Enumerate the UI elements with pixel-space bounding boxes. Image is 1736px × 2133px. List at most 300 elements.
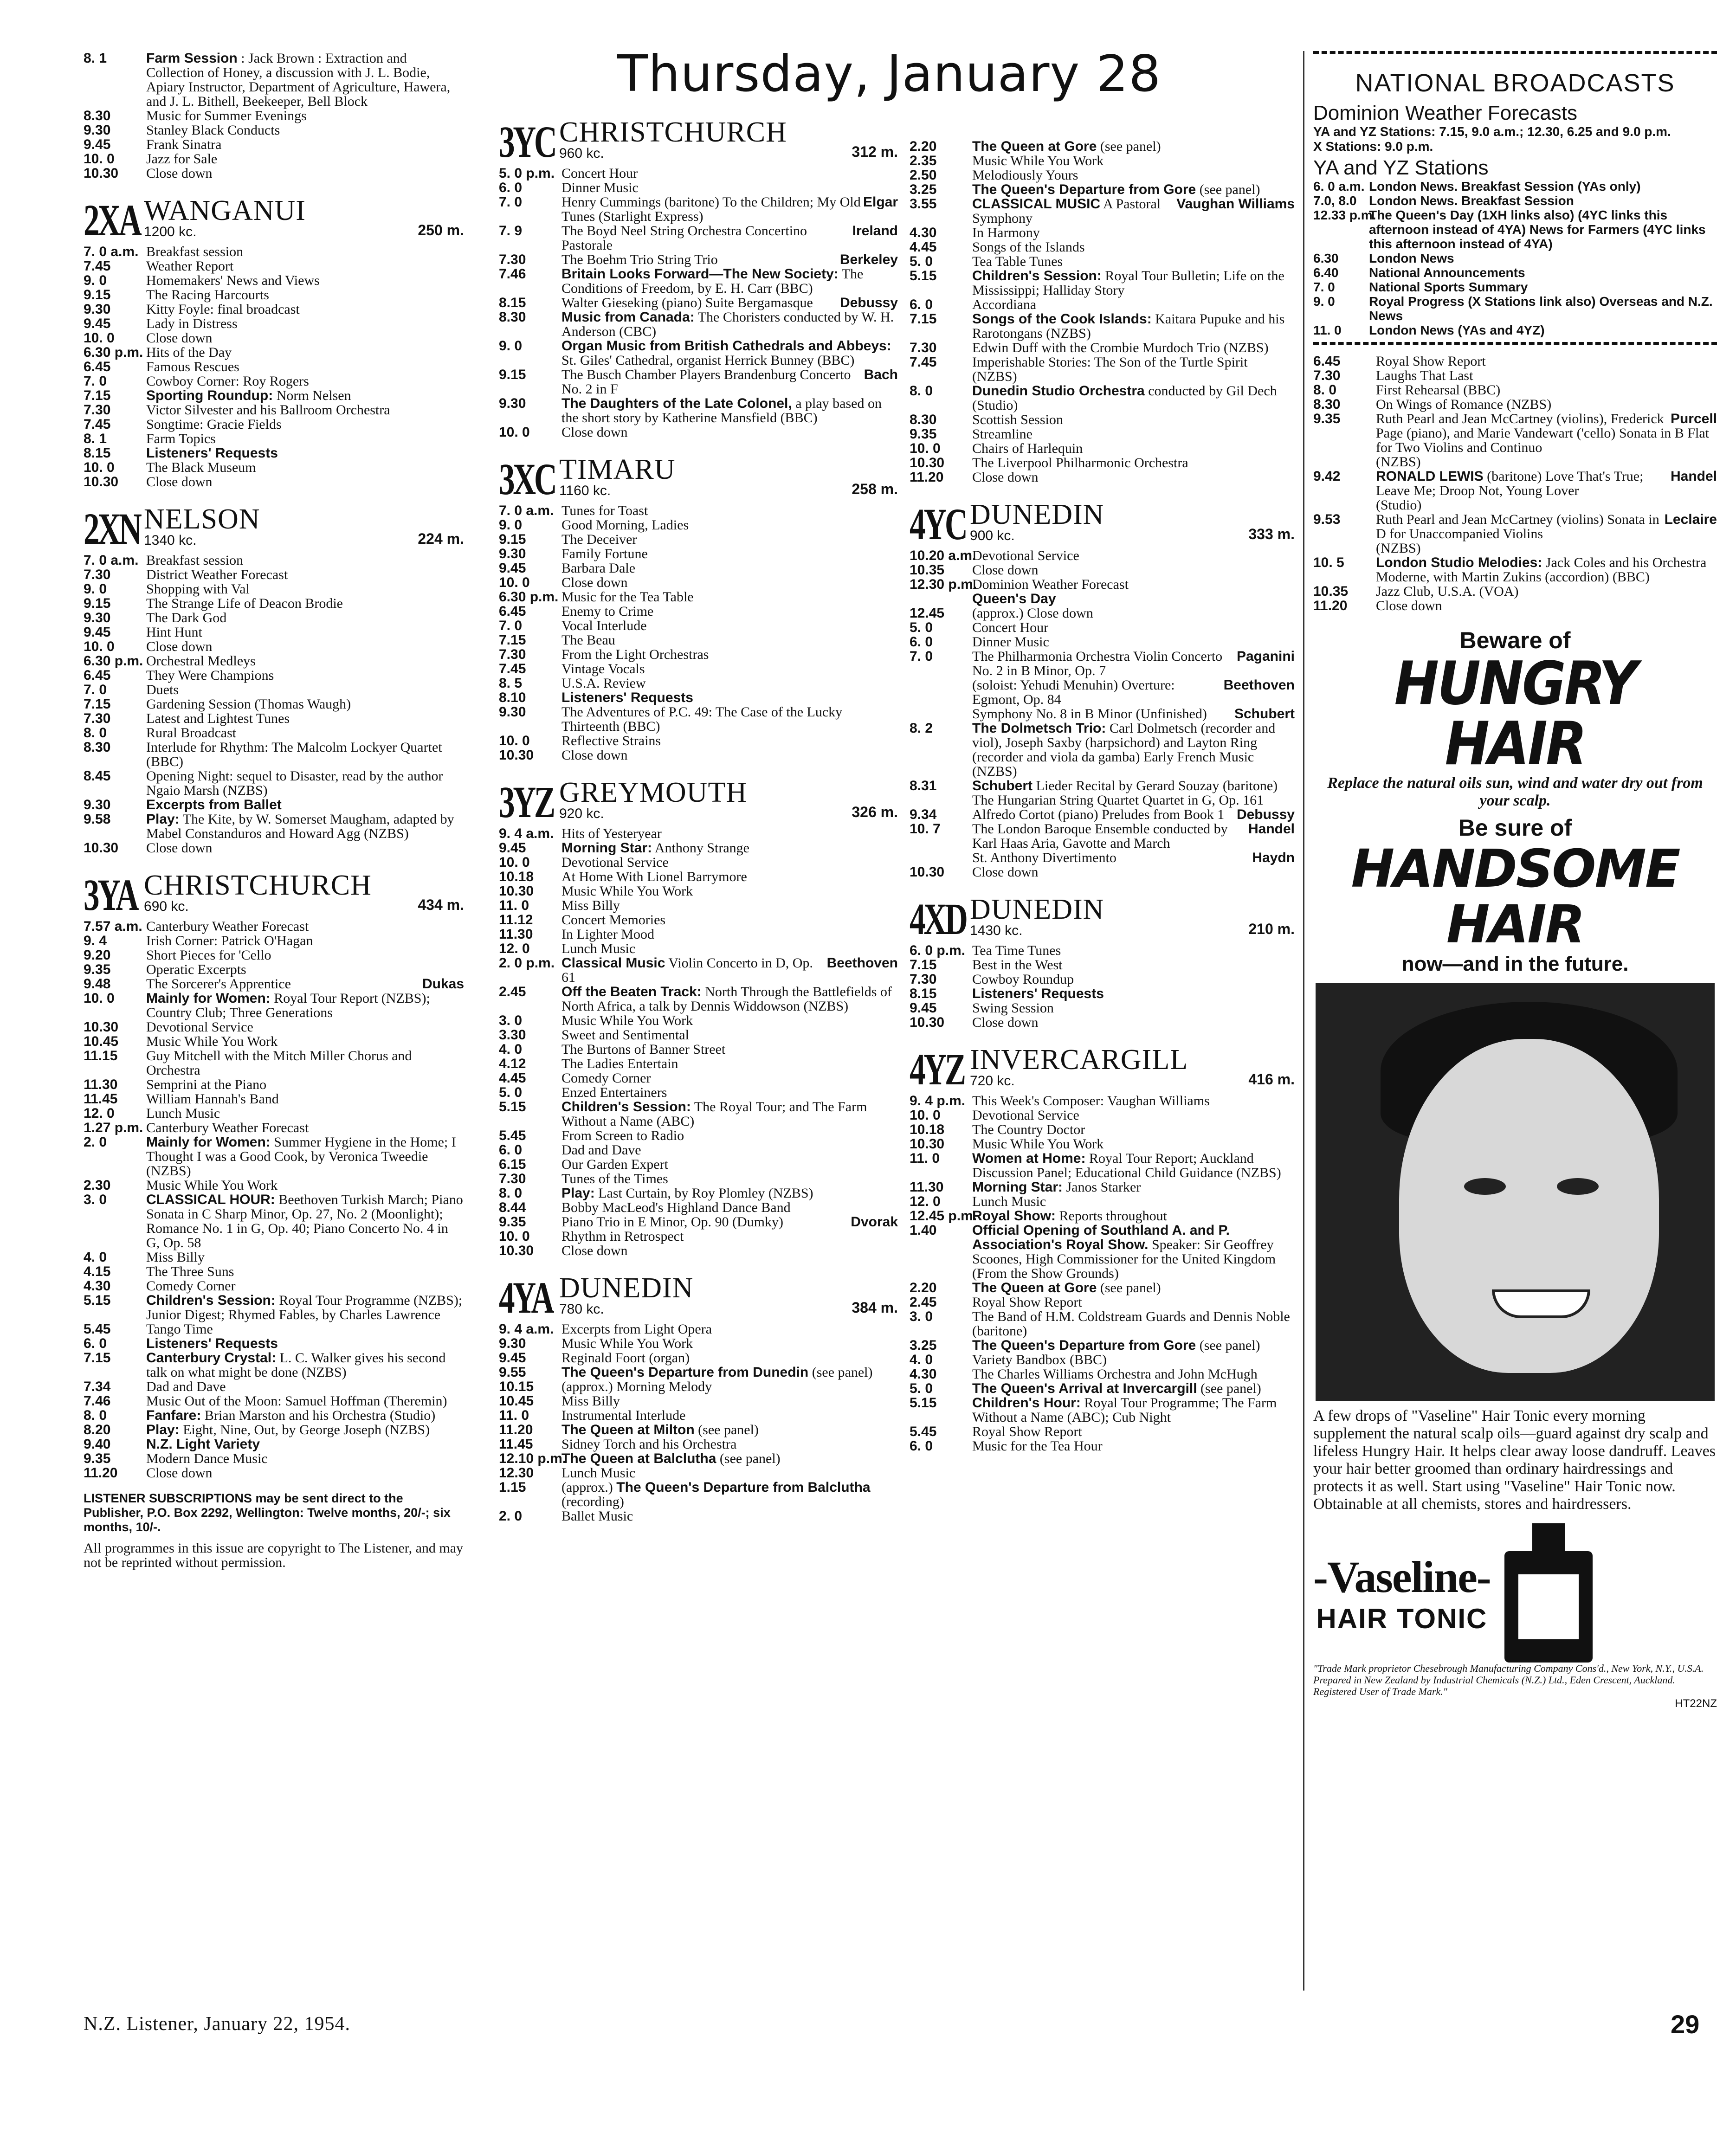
- program-entry: [84, 1092, 464, 1106]
- program-time: 8.30: [910, 412, 937, 427]
- program-time: 7. 0: [1313, 280, 1335, 294]
- program-text: [561, 396, 898, 425]
- program-entry: [910, 441, 1295, 456]
- composer: Purcell: [1670, 411, 1717, 426]
- program-entry: [84, 1322, 464, 1336]
- program-heading: Women at Home:: [972, 1151, 1086, 1166]
- program-entry: [499, 604, 898, 619]
- program-text: [561, 518, 898, 532]
- program-text: [972, 548, 1295, 563]
- station-header: [499, 454, 898, 504]
- program-time: 1.40: [910, 1223, 937, 1238]
- program-text: [972, 577, 1295, 592]
- program-entry: [84, 1034, 464, 1049]
- program-text: [972, 139, 1295, 154]
- program-text: [561, 1451, 898, 1466]
- program-text: [972, 635, 1295, 649]
- program-entry: [499, 705, 898, 734]
- station-call-sign: 3XC: [499, 454, 555, 504]
- program-time: 6.30 p.m.: [84, 653, 143, 669]
- program-desc: Royal Tour Report (NZBS); Country Club; Three Generations: [146, 991, 430, 1020]
- program-entry: [1313, 541, 1717, 555]
- composer: Beethoven: [1223, 677, 1295, 693]
- program-entry: [910, 139, 1295, 154]
- program-time: 11.30: [84, 1077, 118, 1092]
- station-wavelength: 210 m.: [1248, 921, 1295, 937]
- program-entry: [499, 1480, 898, 1509]
- program-entry: [84, 977, 464, 991]
- program-desc: Stanley Black Conducts: [146, 122, 280, 138]
- program-time: [910, 678, 972, 707]
- program-time: 8.15: [84, 445, 111, 461]
- program-desc: The Sorcerer's Apprentice: [146, 976, 291, 992]
- program-text: [146, 316, 464, 331]
- program-time: 9.45: [84, 625, 111, 640]
- program-desc: On Wings of Romance (NZBS): [1376, 397, 1552, 412]
- program-desc: Miss Billy: [146, 1250, 205, 1265]
- program-text: [972, 1424, 1295, 1439]
- program-entry: [1313, 584, 1717, 599]
- program-heading: Play:: [146, 1422, 180, 1437]
- program-desc: Devotional Service: [561, 855, 669, 870]
- program-time: 9.30: [84, 610, 111, 625]
- program-entry: [499, 166, 898, 180]
- program-time: 9.30: [499, 396, 526, 411]
- program-text: [561, 898, 898, 913]
- program-desc: Norm Nelsen: [276, 388, 351, 403]
- program-time: 6.40: [1313, 265, 1339, 280]
- program-desc: In Harmony: [972, 225, 1040, 240]
- program-time: 7.30: [1313, 368, 1341, 383]
- program-desc: Breakfast session: [146, 553, 244, 568]
- program-entry: [910, 226, 1295, 240]
- program-time: 5.45: [910, 1424, 937, 1439]
- program-desc: Short Pieces for 'Cello: [146, 947, 271, 963]
- program-entry: [910, 943, 1295, 958]
- program-entry: [84, 316, 464, 331]
- program-text: [146, 919, 464, 934]
- program-heading: Organ Music from British Cathedrals and Abbeys:: [561, 338, 891, 354]
- program-text: [972, 269, 1295, 297]
- program-time: 7.30: [499, 1171, 526, 1186]
- program-desc: Close down: [146, 1465, 213, 1481]
- program-time: 7.45: [84, 258, 111, 274]
- program-time: 6. 0: [499, 180, 523, 195]
- program-text: [561, 1128, 898, 1143]
- program-desc: Dominion Weather Forecast: [972, 577, 1129, 592]
- program-entry: [910, 1309, 1295, 1338]
- program-text: [972, 1122, 1295, 1137]
- program-time: 11.15: [84, 1048, 118, 1063]
- program-time: 9. 0: [1313, 294, 1335, 309]
- program-entry: [499, 367, 898, 396]
- program-time: 11. 0: [499, 898, 529, 913]
- program-text: [1376, 383, 1717, 397]
- program-time: 9.45: [499, 1350, 526, 1366]
- program-entry: [499, 941, 898, 956]
- program-desc: Tunes of the Times: [561, 1171, 668, 1186]
- program-time: 2.35: [910, 153, 937, 168]
- program-text: [146, 137, 464, 152]
- program-entry: [84, 1106, 464, 1121]
- program-desc: (NZBS): [1376, 454, 1421, 470]
- program-time: 8. 0: [84, 1408, 107, 1423]
- program-entry: [84, 740, 464, 769]
- program-time: 5.15: [910, 1395, 937, 1411]
- program-heading: Music from Canada:: [561, 309, 695, 325]
- ad-now: now—and in the future.: [1401, 953, 1629, 975]
- station-header: [84, 195, 464, 245]
- program-text: [561, 748, 898, 762]
- program-text: [1376, 498, 1717, 512]
- program-time: [910, 793, 972, 807]
- program-desc: (see panel): [1200, 1381, 1261, 1396]
- program-entry: [84, 152, 464, 166]
- program-entry: [84, 726, 464, 740]
- ad-hungry-hair: HUNGRY HAIR: [1394, 649, 1636, 779]
- program-desc: Lunch Music: [561, 1465, 636, 1481]
- program-entry: [910, 456, 1295, 470]
- program-time: 9.15: [499, 367, 526, 382]
- program-text: [561, 633, 898, 647]
- program-entry: [84, 1423, 464, 1437]
- program-entry: [499, 1365, 898, 1379]
- program-time: 3.55: [910, 196, 937, 212]
- program-text: [972, 297, 1295, 312]
- station-wavelength: 250 m.: [418, 222, 464, 238]
- program-text: [146, 1451, 464, 1466]
- program-text: [146, 1092, 464, 1106]
- program-entry: [499, 180, 898, 195]
- program-desc: Music While You Work: [972, 153, 1104, 168]
- program-desc: The Dark God: [146, 610, 227, 625]
- photo-smile: [1492, 1289, 1590, 1318]
- station-3yc: [499, 116, 898, 440]
- program-entry: [910, 1424, 1295, 1439]
- program-text: [146, 345, 464, 360]
- program-text: [561, 604, 898, 619]
- program-heading: Listeners' Requests: [146, 445, 278, 461]
- program-time: 9.53: [1313, 512, 1341, 527]
- program-text: [146, 948, 464, 962]
- program-entry: [84, 137, 464, 152]
- program-entry: [84, 1394, 464, 1408]
- program-desc: Tea Time Tunes: [972, 943, 1061, 958]
- program-time: 10.18: [910, 1122, 945, 1137]
- program-text: [146, 1020, 464, 1034]
- program-text: [561, 1057, 898, 1071]
- program-time: 10.45: [499, 1393, 534, 1409]
- station-schedule: [910, 1094, 1295, 1453]
- program-desc: Farm Topics: [146, 431, 216, 446]
- program-time: 10. 0: [84, 330, 115, 346]
- program-time: 11. 0: [499, 1408, 529, 1423]
- program-entry: [910, 606, 1295, 620]
- ad-copy: A few drops of "Vaseline" Hair Tonic every morning supplement the natural scalp oils—guard against dry scalp and lifeless Hungry Hair. It helps clear away loose dandruff. Leaves your hair better groomed than ordinary hairdressings and protects it as well. Start using "Vaseline" Hair Tonic now. Obtainable at all chemists, stores and hairdressers.: [1313, 1407, 1716, 1513]
- station-wavelength: 333 m.: [1248, 526, 1295, 542]
- program-text: [561, 1071, 898, 1085]
- program-entry: [84, 962, 464, 977]
- program-entry: [910, 1367, 1295, 1381]
- program-entry: [1313, 555, 1717, 584]
- program-time: 10. 5: [1313, 555, 1344, 570]
- program-text: [146, 1049, 464, 1077]
- program-entry: [1313, 469, 1717, 498]
- program-text: [146, 683, 464, 697]
- program-entry: [499, 1071, 898, 1085]
- photo-eye: [1557, 1178, 1599, 1195]
- program-entry: [910, 297, 1295, 312]
- program-time: 7.30: [84, 402, 111, 418]
- program-entry: [910, 1353, 1295, 1367]
- program-entry: [910, 427, 1295, 441]
- program-entry: [1313, 383, 1717, 397]
- program-time: 7.15: [910, 311, 937, 327]
- program-time: 12.33 p.m.: [1313, 208, 1376, 222]
- program-desc: Lunch Music: [146, 1106, 220, 1121]
- program-entry: [499, 1042, 898, 1057]
- program-desc: a play based on the short story by Katherine Mansfield (BBC): [561, 396, 882, 425]
- program-desc: Operatic Excerpts: [146, 962, 246, 977]
- program-time: 3.25: [910, 1338, 937, 1353]
- program-text: [146, 1034, 464, 1049]
- program-desc: The Strange Life of Deacon Brodie: [146, 596, 343, 611]
- program-desc: Swing Session: [972, 1000, 1054, 1016]
- program-entry: [84, 798, 464, 812]
- program-entry: [84, 1451, 464, 1466]
- program-time: 8.20: [84, 1422, 111, 1437]
- program-time: 3. 0: [84, 1192, 107, 1207]
- station-call-sign: 4YC: [910, 499, 966, 549]
- program-desc: The Queen's Day (1XH links also) (4YC links this afternoon instead of 4YA) News for Farmers (4YC links this afternoon instead of 4YA): [1369, 208, 1706, 251]
- program-text: [1376, 455, 1717, 469]
- program-desc: The Busch Chamber Players Brandenburg Concerto No. 2 in F: [561, 367, 851, 397]
- program-desc: Enzed Entertainers: [561, 1085, 667, 1100]
- program-entry: [910, 412, 1295, 427]
- program-entry: [499, 1157, 898, 1172]
- program-time: 8. 0: [910, 383, 933, 399]
- program-text: [1376, 412, 1717, 455]
- station-call-sign: 2XN: [84, 504, 140, 554]
- program-text: [1376, 599, 1717, 613]
- program-desc: Music for Summer Evenings: [146, 108, 307, 123]
- program-entry: [499, 547, 898, 561]
- program-time: 10.30: [84, 1019, 119, 1035]
- program-desc: Ruth Pearl and Jean McCartney (violins) Sonata in D for Unaccompanied Violins: [1376, 512, 1659, 541]
- program-heading: The Queen's Departure from Dunedin: [561, 1365, 809, 1380]
- program-entry: [84, 654, 464, 668]
- program-entry: [84, 1466, 464, 1480]
- station-wavelength: 258 m.: [852, 481, 898, 497]
- program-entry: [910, 341, 1295, 355]
- program-desc: Henry Cummings (baritone) To the Children; My Old Tunes (Starlight Express): [561, 194, 861, 224]
- program-desc: The Racing Harcourts: [146, 287, 269, 303]
- program-desc: (baritone) Love That's True; Leave Me; Droop Not, Young Lover: [1376, 469, 1644, 498]
- program-time: 9.30: [499, 704, 526, 720]
- program-heading: Off the Beaten Track:: [561, 984, 702, 999]
- program-time: 9. 4 p.m.: [910, 1093, 966, 1108]
- program-text: [561, 1100, 898, 1128]
- program-entry: [910, 958, 1295, 972]
- program-entry: [499, 1408, 898, 1423]
- program-time: 11.30: [499, 927, 533, 942]
- program-desc: Miss Billy: [561, 1393, 620, 1409]
- station-name-block: [550, 1272, 852, 1317]
- program-entry: [910, 1151, 1295, 1180]
- program-text: [972, 779, 1295, 793]
- station-header: [499, 1272, 898, 1322]
- program-text: [146, 331, 464, 345]
- program-entry: [499, 647, 898, 662]
- program-text: [1376, 584, 1717, 599]
- program-time: 9.45: [910, 1000, 937, 1016]
- composer: Haydn: [1252, 850, 1295, 865]
- program-time: 10. 0: [499, 1229, 530, 1244]
- program-desc: Dinner Music: [972, 634, 1049, 650]
- program-heading: Songs of the Cook Islands:: [972, 311, 1152, 327]
- ad-brand-row: [1313, 1523, 1717, 1663]
- program-time: 6.30: [1313, 251, 1339, 265]
- vaseline-advert: [1313, 627, 1717, 1710]
- program-entry: [84, 567, 464, 582]
- program-entry: [499, 1451, 898, 1466]
- program-text: [146, 417, 464, 432]
- program-text: [146, 432, 464, 446]
- program-desc: Instrumental Interlude: [561, 1408, 686, 1423]
- program-time: 12.45 p.m.: [910, 1208, 977, 1224]
- program-entry: [910, 986, 1295, 1001]
- program-heading: Fanfare:: [146, 1408, 201, 1423]
- program-time: 8. 2: [910, 721, 933, 736]
- program-time: 10.45: [84, 1034, 119, 1049]
- program-entry: [84, 1264, 464, 1279]
- program-desc: The Liverpool Philharmonic Orchestra: [972, 455, 1188, 470]
- program-text: [972, 254, 1295, 269]
- page-number: 29: [1671, 2010, 1700, 2039]
- program-text: [146, 1250, 464, 1264]
- program-desc: Rural Broadcast: [146, 725, 237, 741]
- program-desc: Close down: [146, 639, 213, 654]
- program-entry: [84, 460, 464, 475]
- program-entry: [84, 360, 464, 374]
- program-time: 4. 0: [84, 1250, 107, 1265]
- program-time: 2.30: [84, 1178, 111, 1193]
- program-desc: Victor Silvester and his Ballroom Orchestra: [146, 402, 390, 418]
- program-desc: Devotional Service: [972, 1108, 1079, 1123]
- program-time: 11.45: [84, 1091, 118, 1107]
- program-text: [972, 943, 1295, 958]
- program-text: [561, 1085, 898, 1100]
- program-desc: : Jack Brown : Extraction and Collection of Honey, a discussion with J. L. Bodie, Apiary Instructor, Department of Agriculture, Hawera, and J. L. Bithell, Beekeeper, Bell Block: [146, 51, 451, 109]
- program-desc: Royal Show Report: [1376, 354, 1486, 369]
- station-wavelength: 312 m.: [852, 143, 898, 160]
- program-text: [561, 195, 898, 224]
- program-entry: [84, 403, 464, 417]
- program-entry: [499, 1028, 898, 1042]
- program-desc: (approx.) Morning Melody: [561, 1379, 712, 1394]
- program-text: [972, 1223, 1295, 1281]
- national-broadcasts-panel: [1313, 51, 1717, 345]
- program-entry: [910, 1180, 1295, 1194]
- program-desc: The Three Suns: [146, 1264, 234, 1279]
- program-entry: [910, 548, 1295, 563]
- program-time: 5.45: [84, 1321, 111, 1337]
- program-entry: [84, 1135, 464, 1178]
- program-text: [561, 734, 898, 748]
- program-text: [1369, 193, 1717, 208]
- page-footer: N.Z. Listener, January 22, 1954.: [84, 2013, 351, 2035]
- program-entry: [499, 310, 898, 339]
- composer: Berkeley: [839, 252, 898, 267]
- program-entry: [499, 1085, 898, 1100]
- program-entry: [499, 575, 898, 590]
- program-entry: [910, 851, 1295, 865]
- program-desc: Close down: [146, 840, 213, 856]
- program-time: 8.30: [84, 740, 111, 755]
- program-text: [561, 1157, 898, 1172]
- program-desc: Miss Billy: [561, 898, 620, 913]
- tonic-bottle-icon: [1504, 1523, 1593, 1663]
- program-entry: [1313, 412, 1717, 455]
- program-entry: [84, 582, 464, 596]
- program-text: [561, 590, 898, 604]
- program-desc: Royal Show Report: [972, 1424, 1082, 1439]
- 4ya-continued: [910, 139, 1295, 484]
- composer: Handel: [1248, 821, 1295, 837]
- program-entry: [910, 197, 1295, 226]
- national-entries: [1313, 179, 1717, 337]
- program-entry: [499, 1466, 898, 1480]
- program-text: [561, 826, 898, 841]
- program-text: [146, 51, 464, 109]
- program-desc: (see panel): [1199, 182, 1260, 197]
- program-time: 7.0, 8.0: [1313, 193, 1357, 208]
- program-desc: Music for the Tea Hour: [972, 1438, 1103, 1454]
- program-heading: CLASSICAL MUSIC: [972, 196, 1101, 212]
- program-time: 9.35: [1313, 411, 1341, 426]
- program-time: 8.30: [84, 108, 111, 123]
- program-time: 7.45: [499, 661, 526, 677]
- program-text: [146, 152, 464, 166]
- program-time: 11.30: [910, 1179, 944, 1195]
- station-frequency: 780 kc.: [559, 1302, 604, 1317]
- program-text: [561, 339, 898, 367]
- program-text: [561, 705, 898, 734]
- program-time: 9.45: [84, 137, 111, 152]
- program-time: 8.15: [499, 295, 526, 310]
- program-time: 8.31: [910, 778, 937, 793]
- ad-replace-text: Replace the natural oils sun, wind and water dry out from your scalp.: [1327, 774, 1703, 809]
- program-time: 7.30: [84, 567, 111, 582]
- program-desc: Orchestral Medleys: [146, 653, 256, 669]
- program-entry: [84, 245, 464, 259]
- program-desc: Ruth Pearl and Jean McCartney (violins), Frederick Page (piano), and Marie Vandewart ('cello) Sonata in B Flat for Two Violins and Continuo: [1376, 411, 1709, 455]
- copyright-text: All programmes in this issue are copyright to The Listener, and may not be reprinted without permission.: [84, 1540, 464, 1570]
- program-entry: [499, 1322, 898, 1336]
- program-text: [146, 1351, 464, 1379]
- program-time: 9.55: [499, 1365, 526, 1380]
- program-entry: [499, 296, 898, 310]
- program-text: [972, 972, 1295, 986]
- program-heading: The Queen at Gore: [972, 1280, 1097, 1295]
- program-desc: Concert Hour: [972, 620, 1049, 635]
- program-desc: Guy Mitchell with the Mitch Miller Chorus and Orchestra: [146, 1048, 412, 1078]
- program-desc: Music While You Work: [561, 1336, 693, 1351]
- station-call-sign: 4XD: [910, 894, 966, 944]
- station-city: DUNEDIN: [970, 894, 1104, 925]
- program-desc: Shopping with Val: [146, 581, 250, 597]
- program-text: [146, 475, 464, 489]
